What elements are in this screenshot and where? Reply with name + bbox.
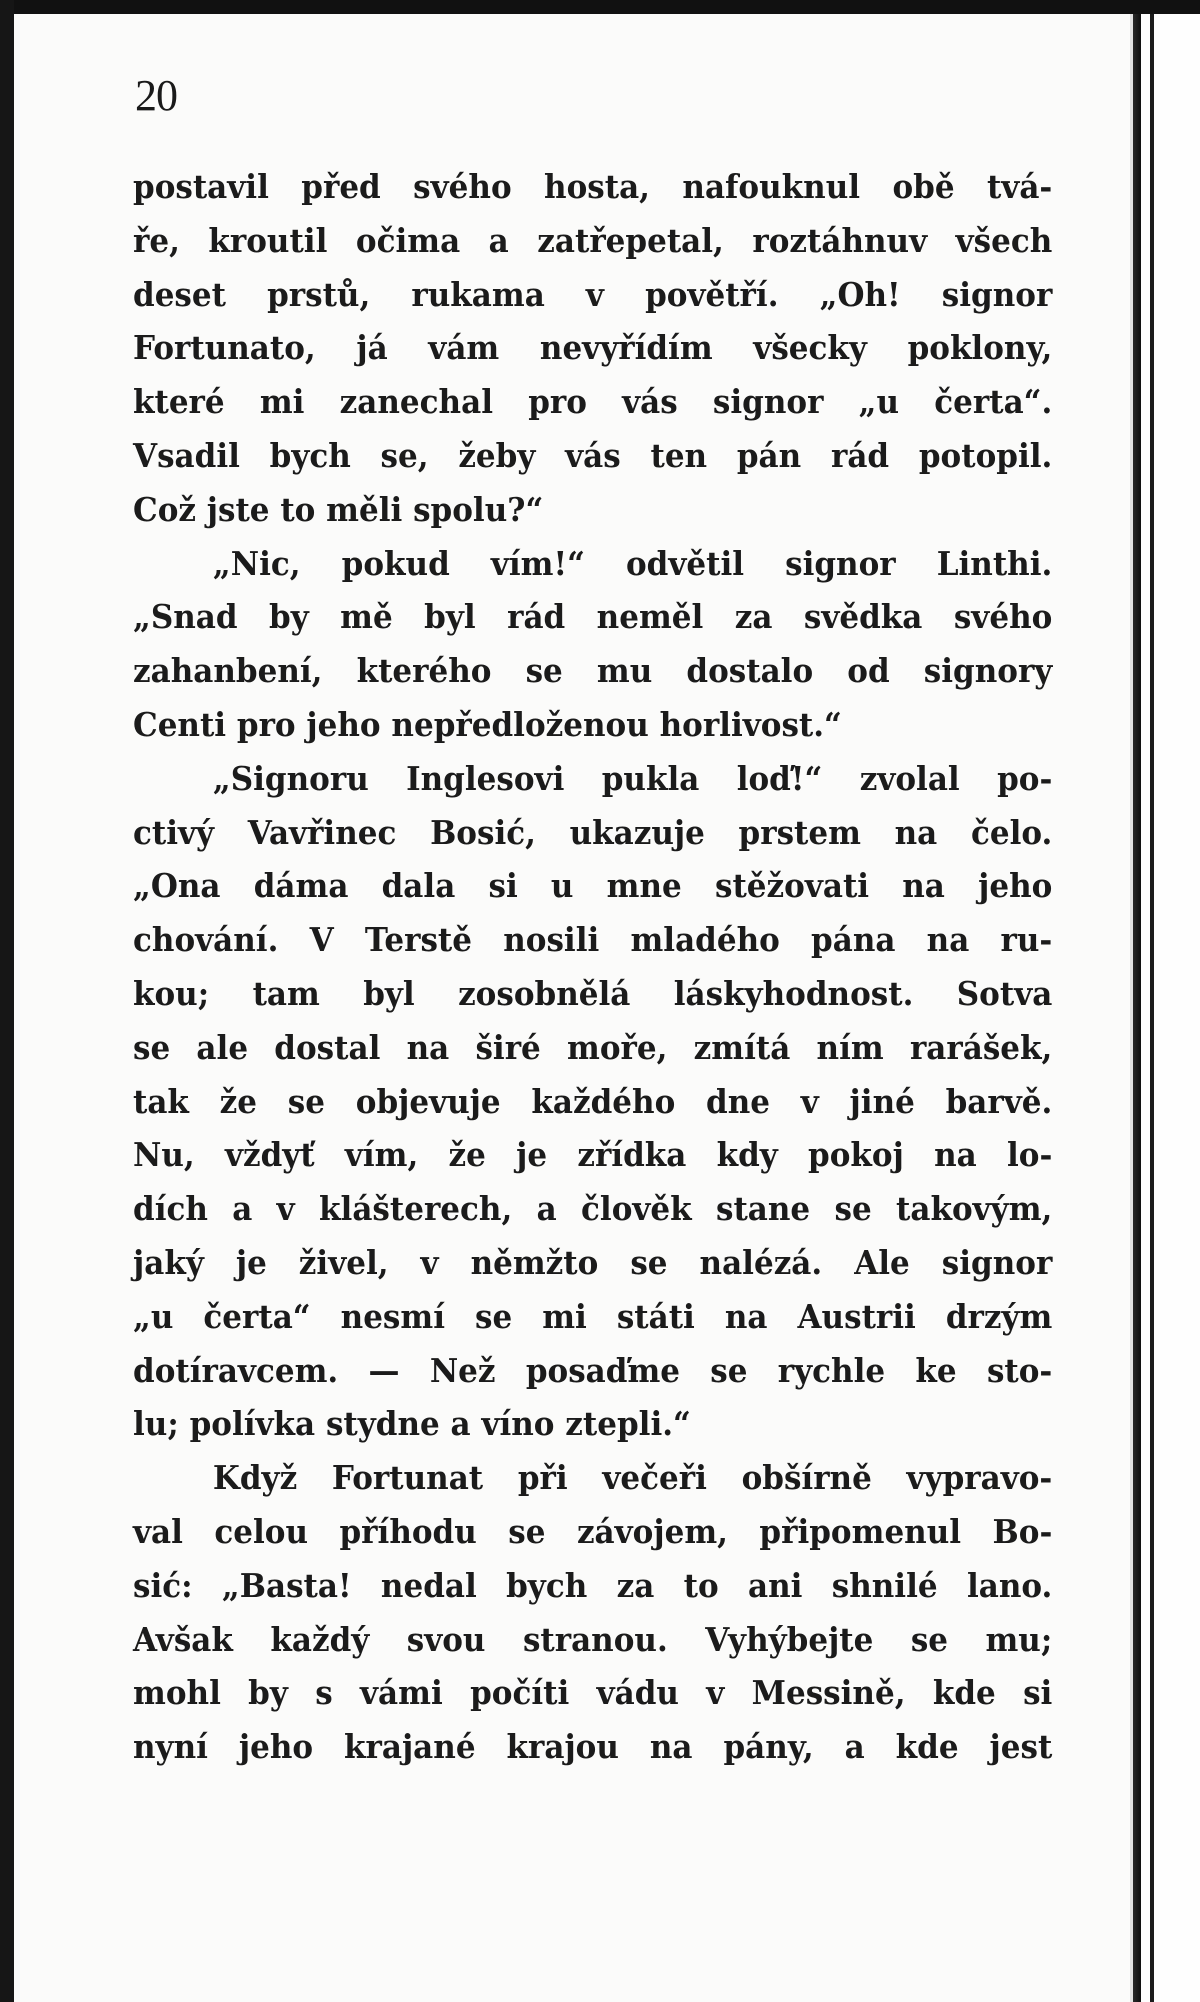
gutter-shadow [1133,14,1141,2002]
text-line: „Snad by mě byl rád neměl za svědka svého [133,597,1053,637]
text-line: jaký je živel, v němžto se nalézá. Ale signor [133,1242,1053,1282]
text-line: Avšak každý svou stranou. Vyhýbejte se mu; [133,1619,1053,1659]
text-line: které mi zanechal pro vás signor „u čerta“. [133,382,1053,422]
text-line: nyní jeho krajané krajou na pány, a kde jest [133,1727,1053,1767]
text-line: chování. V Terstě nosili mladého pána na ru- [133,920,1053,960]
scan-top-border [0,0,1200,14]
text-line: „Signoru Inglesovi pukla loď!“ zvolal po- [212,758,1053,798]
text-line: lu; polívka stydne a víno ztepli.“ [133,1404,691,1444]
text-line: „Nic, pokud vím!“ odvětil signor Linthi. [212,543,1053,583]
text-line: dotíravcem. — Než posaďme se rychle ke sto- [133,1350,1053,1390]
text-line: Fortunato, já vám nevyřídím všecky poklony, [133,328,1053,368]
scan-left-border [0,0,14,2002]
page-number: 20 [135,71,177,120]
text-line: Vsadil bych se, žeby vás ten pán rád potopil. [133,435,1053,475]
text-line: Centi pro jeho nepředloženou horlivost.“ [133,704,842,744]
text-line: ctivý Vavřinec Bosić, ukazuje prstem na čelo. [133,812,1053,852]
text-line: dích a v klášterech, a člověk stane se takovým, [133,1189,1053,1229]
text-line: deset prstů, rukama v povětří. „Oh! signor [133,274,1053,314]
text-line: tak že se objevuje každého dne v jiné barvě. [133,1081,1053,1121]
text-line: „Ona dáma dala si u mne stěžovati na jeho [133,866,1053,906]
text-line: Když Fortunat při večeři obšírně vypravo- [212,1458,1053,1498]
text-line: val celou příhodu se závojem, připomenul Bo- [133,1511,1053,1551]
text-line: Nu, vždyť vím, že je zřídka kdy pokoj na lo- [133,1135,1053,1175]
text-line: postavil před svého hosta, nafouknul obě tvá- [133,167,1053,206]
text-line: Což jste to měli spolu?“ [133,489,544,529]
next-page-edge [1150,14,1154,2002]
text-line: „u čerta“ nesmí se mi státi na Austrii drzým [133,1296,1053,1336]
body-text [133,160,1053,1774]
text-line: kou; tam byl zosobnělá láskyhodnost. Sotva [133,973,1053,1013]
text-line: zahanbení, kterého se mu dostalo od signory [133,651,1053,691]
text-line: se ale dostal na širé moře, zmítá ním rarášek, [133,1027,1053,1067]
text-line: mohl by s vámi počíti vádu v Messině, kde si [133,1673,1053,1713]
text-line: ře, kroutil očima a zatřepetal, roztáhnuv všech [133,220,1053,260]
text-line: sić: „Basta! nedal bych za to ani shnilé lano. [133,1565,1053,1605]
